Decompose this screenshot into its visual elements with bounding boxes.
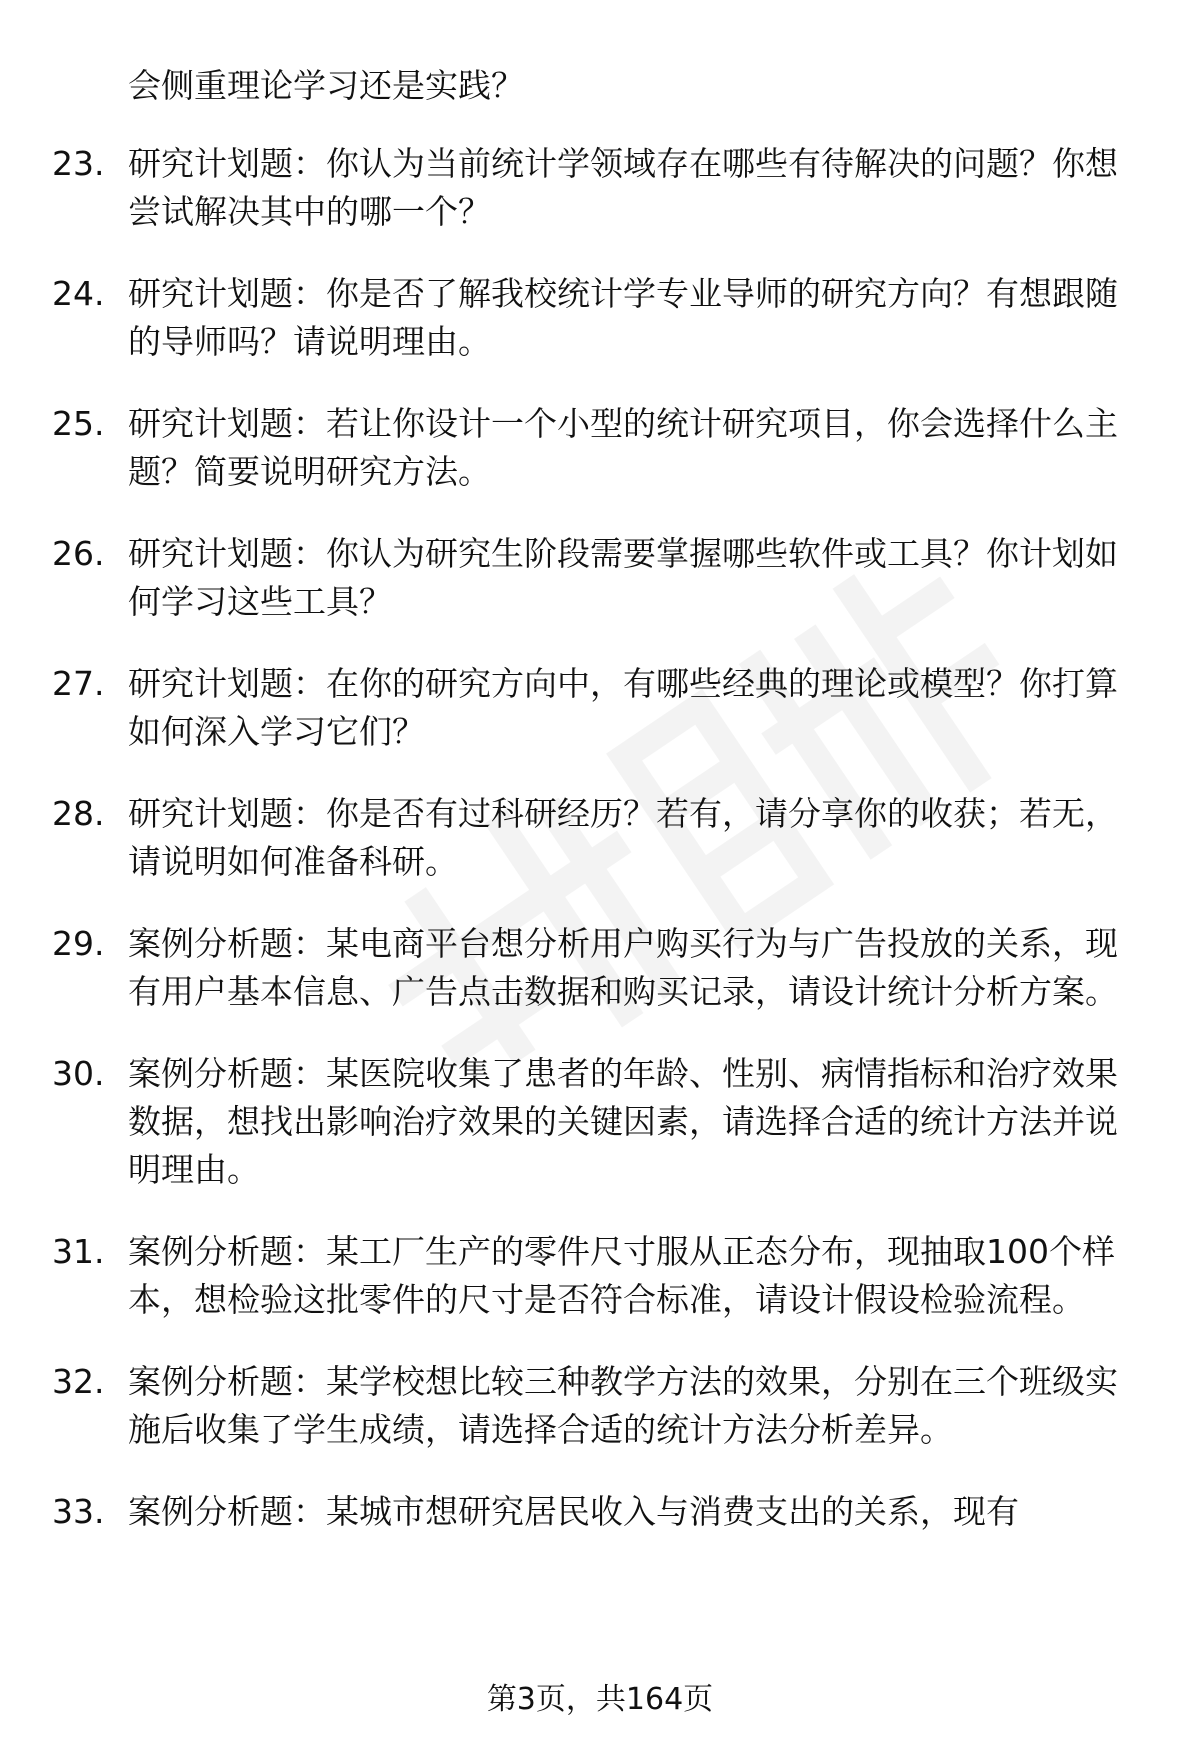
item-number: 26. xyxy=(52,534,105,573)
item-text: 案例分析题：某电商平台想分析用户购买行为与广告投放的关系，现有用户基本信息、广告点击数据和购买记录，请设计统计分析方案。 xyxy=(128,924,1118,1011)
item-number: 31. xyxy=(52,1232,105,1271)
item-number: 33. xyxy=(52,1492,105,1531)
list-item xyxy=(52,1050,1140,1194)
list-item xyxy=(52,140,1140,236)
item-text: 研究计划题：你是否有过科研经历？若有，请分享你的收获；若无，请说明如何准备科研。 xyxy=(128,794,1118,881)
item-text: 案例分析题：某医院收集了患者的年龄、性别、病情指标和治疗效果数据，想找出影响治疗效果的关键因素，请选择合适的统计方法并说明理由。 xyxy=(128,1054,1118,1189)
item-number: 23. xyxy=(52,144,105,183)
list-item xyxy=(52,270,1140,366)
item-number: 28. xyxy=(52,794,105,833)
item-text: 研究计划题：你认为当前统计学领域存在哪些有待解决的问题？你想尝试解决其中的哪一个？ xyxy=(128,144,1118,231)
list-item xyxy=(52,400,1140,496)
list-item xyxy=(52,530,1140,626)
list-item xyxy=(52,1358,1140,1454)
item-text: 研究计划题：你是否了解我校统计学专业导师的研究方向？有想跟随的导师吗？请说明理由。 xyxy=(128,274,1118,361)
item-text: 研究计划题：在你的研究方向中，有哪些经典的理论或模型？你打算如何深入学习它们？ xyxy=(128,664,1118,751)
list-item xyxy=(52,1228,1140,1324)
list-item xyxy=(52,920,1140,1016)
item-number: 27. xyxy=(52,664,105,703)
list-item xyxy=(52,790,1140,886)
item-number: 25. xyxy=(52,404,105,443)
item-text: 案例分析题：某城市想研究居民收入与消费支出的关系，现有 xyxy=(128,1492,1019,1531)
page-footer: 第3页，共164页 xyxy=(486,1682,714,1717)
list-item xyxy=(52,660,1140,756)
list-item xyxy=(52,1488,1140,1536)
item-number: 24. xyxy=(52,274,105,313)
item-text: 案例分析题：某学校想比较三种教学方法的效果，分别在三个班级实施后收集了学生成绩，请选择合适的统计方法分析差异。 xyxy=(128,1362,1118,1449)
item-number: 32. xyxy=(52,1362,105,1401)
item-number: 29. xyxy=(52,924,105,963)
item-text: 研究计划题：若让你设计一个小型的统计研究项目，你会选择什么主题？简要说明研究方法。 xyxy=(128,404,1118,491)
item-text: 研究计划题：你认为研究生阶段需要掌握哪些软件或工具？你计划如何学习这些工具？ xyxy=(128,534,1118,621)
item-number: 30. xyxy=(52,1054,105,1093)
question-list xyxy=(52,140,1140,1570)
continuation-text: 会侧重理论学习还是实践？ xyxy=(128,66,524,105)
item-text: 案例分析题：某工厂生产的零件尺寸服从正态分布，现抽取100个样本，想检验这批零件的尺寸是否符合标准，请设计假设检验流程。 xyxy=(128,1232,1115,1319)
